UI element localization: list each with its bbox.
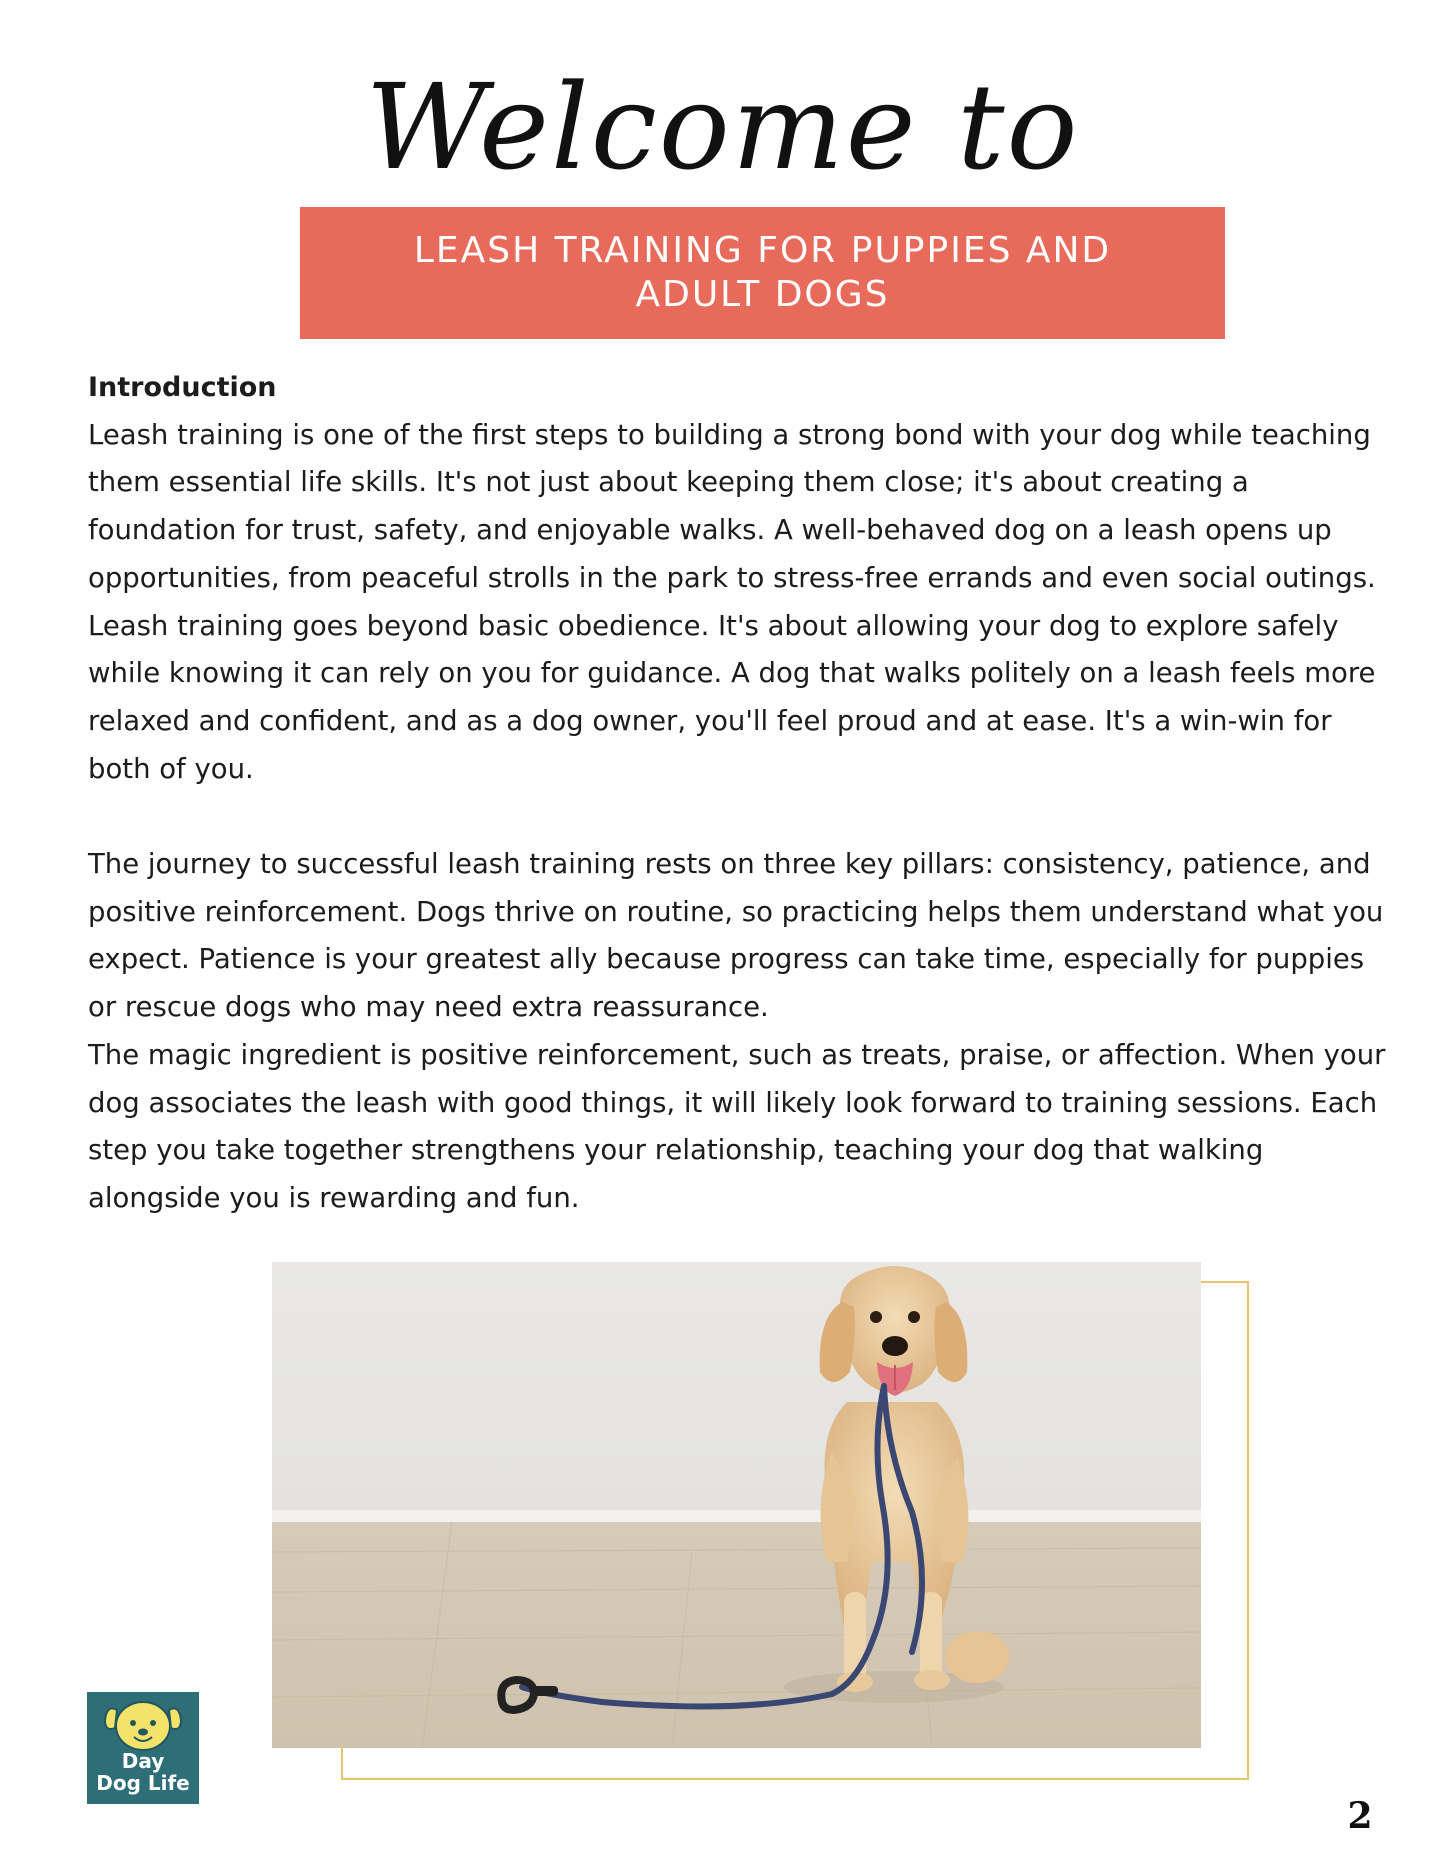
intro-paragraph-4: The magic ingredient is positive reinforcement, such as treats, praise, or affection. When your dog associates the leash with good things, it will likely look forward to training sessions. Each step you take together strengthens your relationship, teaching your dog that walking alongside you is rewarding and fun.	[88, 1038, 1386, 1214]
golden-retriever-illustration	[272, 1262, 1201, 1748]
intro-paragraph-3: The journey to successful leash training rests on three key pillars: consistency, patience, and positive reinforcement. Dogs thrive on routine, so practicing helps them understand what you expect. Patience is your greatest ally because progress can take time, especially for puppies or rescue dogs who may need extra reassurance.	[88, 848, 1384, 1024]
logo-line-1: Day	[121, 1749, 165, 1773]
logo-line-2: Dog Life	[96, 1771, 190, 1795]
paragraph-spacer	[88, 793, 1388, 841]
intro-paragraph-1: Leash training is one of the first steps to building a strong bond with your dog while teaching them essential life skills. It's not just about keeping them close; it's about creating a foundation for trust, safety, and enjoyable walks. A well-behaved dog on a leash opens up opportunities, from peaceful strolls in the park to stress-free errands and even social outings.	[88, 418, 1376, 594]
welcome-script-heading: Welcome to	[365, 58, 1080, 196]
title-banner	[300, 207, 1225, 339]
page-number: 2	[1347, 1795, 1373, 1837]
logo-wordmark	[87, 1750, 199, 1794]
intro-section	[88, 364, 1388, 1223]
document-title: LEASH TRAINING FOR PUPPIES AND ADULT DOGS	[413, 230, 1112, 315]
intro-paragraph-2: Leash training goes beyond basic obedience. It's about allowing your dog to explore safely while knowing it can rely on you for guidance. A dog that walks politely on a leash feels more relaxed and confident, and as a dog owner, you'll feel proud and at ease. It's a win-win for both of you.	[88, 609, 1376, 785]
dog-photo	[272, 1262, 1201, 1748]
section-heading: Introduction	[88, 372, 277, 403]
dog-face-icon	[87, 1694, 199, 1754]
day-dog-life-logo	[87, 1692, 199, 1804]
